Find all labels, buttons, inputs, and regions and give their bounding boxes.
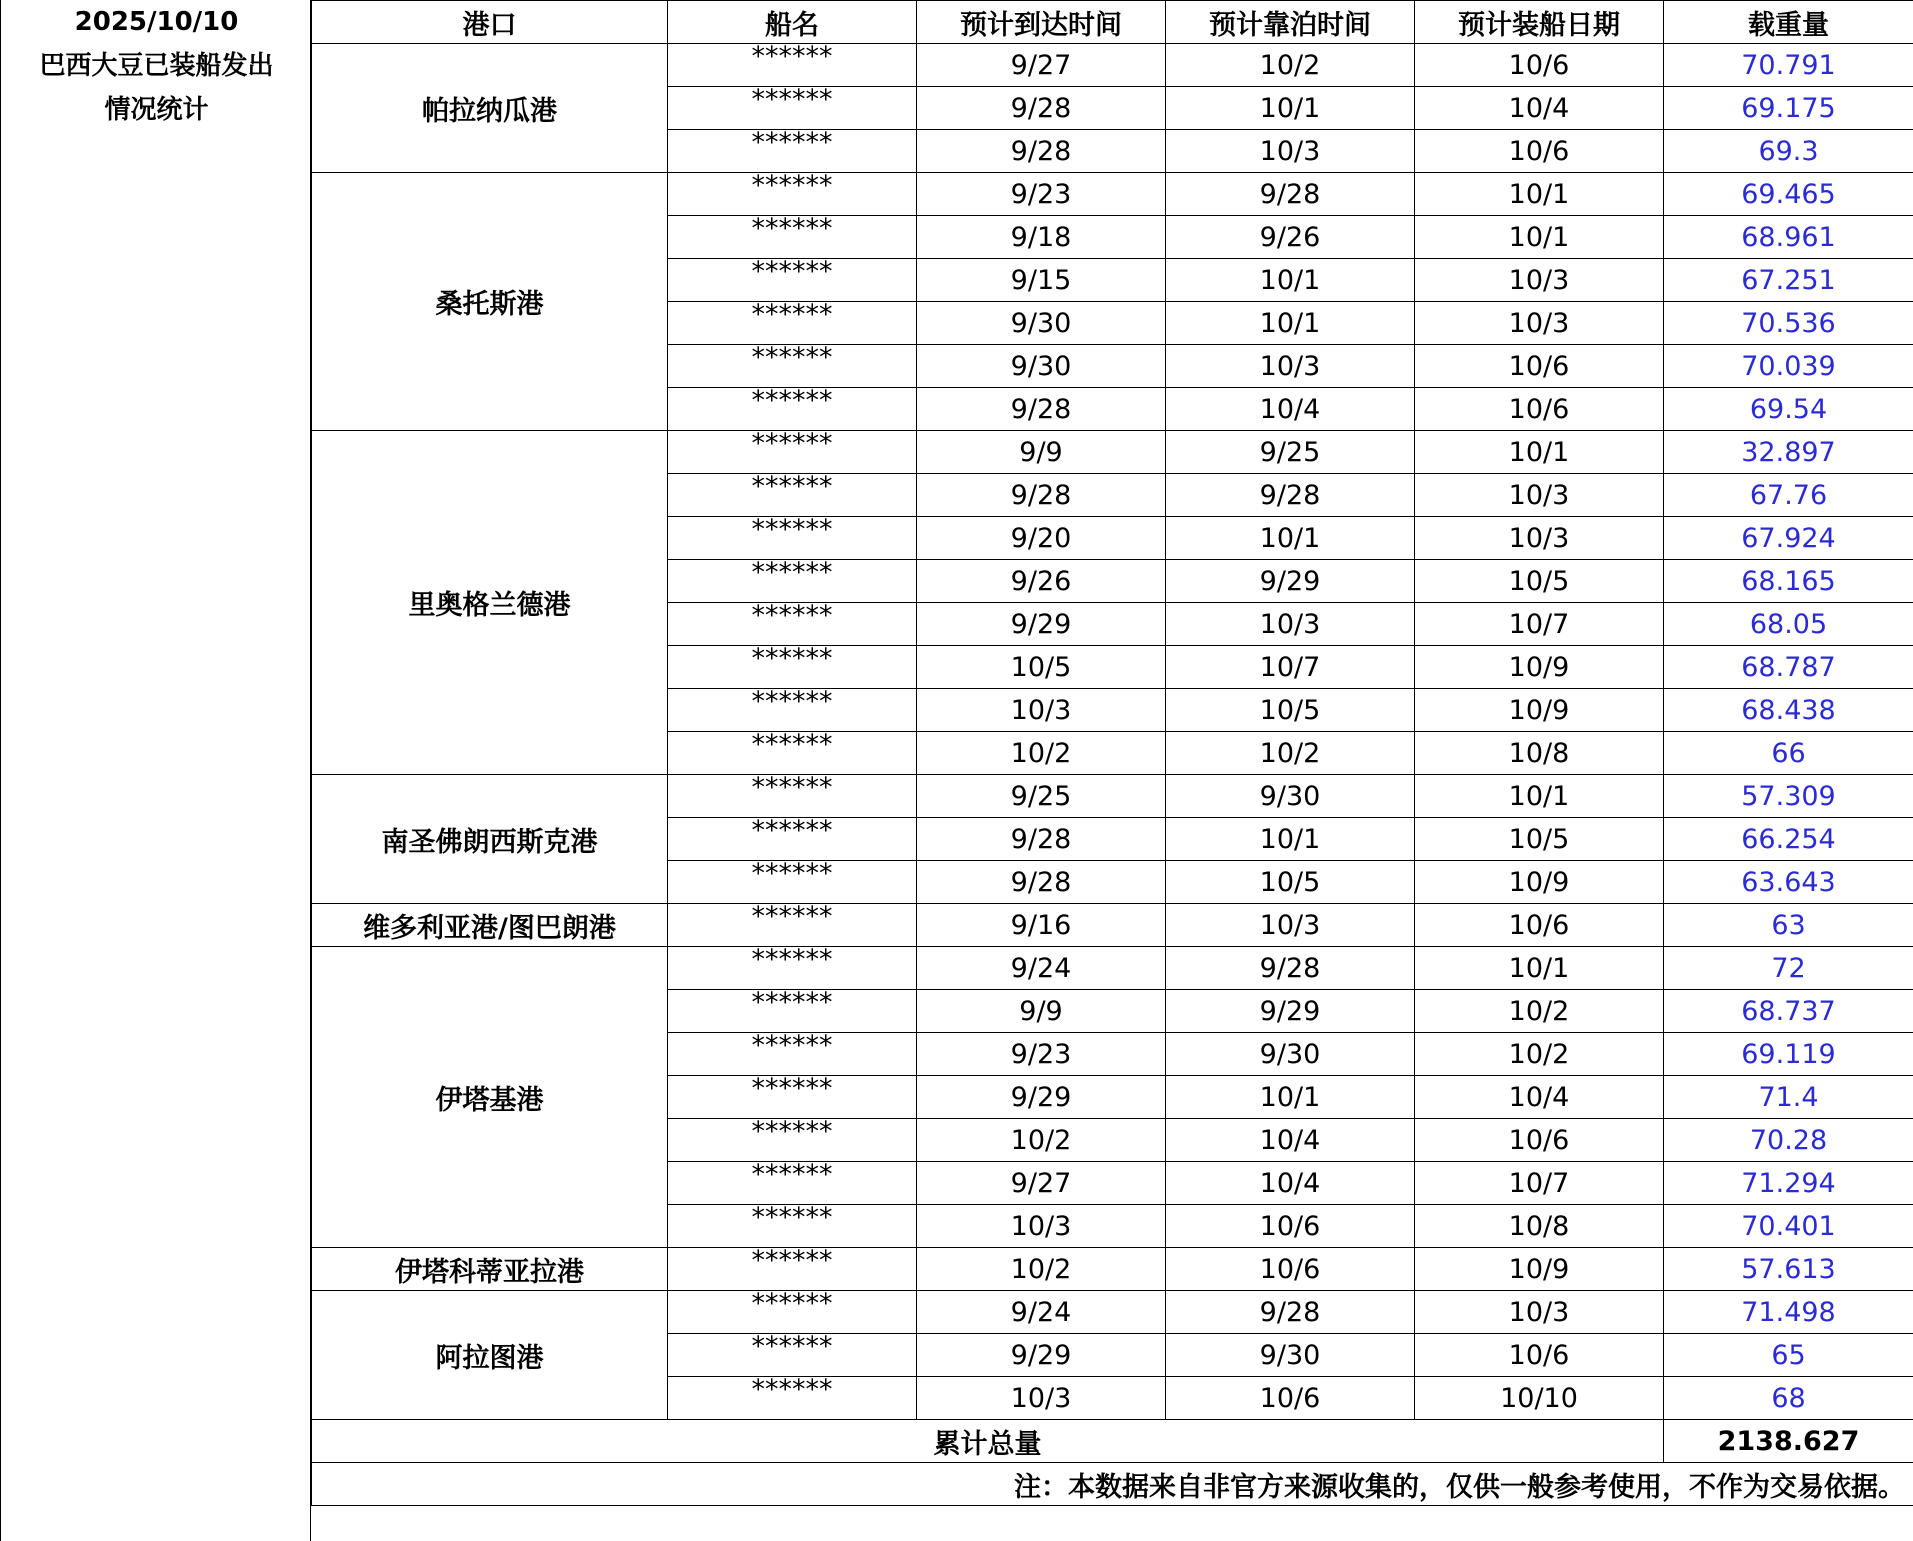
berthing-cell: 10/2 xyxy=(1166,732,1415,775)
table-row xyxy=(312,44,1913,87)
tonnage-cell: 69.54 xyxy=(1664,388,1913,431)
ship-name-cell: ****** xyxy=(668,431,917,474)
berthing-cell: 10/7 xyxy=(1166,646,1415,689)
ship-name-cell: ****** xyxy=(668,1119,917,1162)
port-cell: 南圣佛朗西斯克港 xyxy=(312,775,668,904)
tonnage-cell: 70.401 xyxy=(1664,1205,1913,1248)
tonnage-cell: 63 xyxy=(1664,904,1913,947)
loading-cell: 10/6 xyxy=(1415,1119,1664,1162)
arrival-cell: 9/30 xyxy=(917,302,1166,345)
ship-name-cell: ****** xyxy=(668,1076,917,1119)
ship-name-cell: ****** xyxy=(668,861,917,904)
loading-cell: 10/6 xyxy=(1415,388,1664,431)
berthing-cell: 10/3 xyxy=(1166,904,1415,947)
loading-cell: 10/4 xyxy=(1415,1076,1664,1119)
tonnage-cell: 68.05 xyxy=(1664,603,1913,646)
ship-name-cell: ****** xyxy=(668,1291,917,1334)
arrival-cell: 10/3 xyxy=(917,1377,1166,1420)
ship-name-cell: ****** xyxy=(668,818,917,861)
tonnage-cell: 70.536 xyxy=(1664,302,1913,345)
table-row xyxy=(312,904,1913,947)
table-row xyxy=(312,1248,1913,1291)
loading-cell: 10/9 xyxy=(1415,646,1664,689)
loading-cell: 10/6 xyxy=(1415,130,1664,173)
ship-name-cell: ****** xyxy=(668,904,917,947)
table-row xyxy=(312,173,1913,216)
ship-name-cell: ****** xyxy=(668,689,917,732)
arrival-cell: 10/2 xyxy=(917,1248,1166,1291)
tonnage-cell: 68.438 xyxy=(1664,689,1913,732)
arrival-cell: 9/23 xyxy=(917,173,1166,216)
report-title-line2: 情况统计 xyxy=(104,95,209,125)
title-cell xyxy=(0,0,311,1541)
tonnage-cell: 69.175 xyxy=(1664,87,1913,130)
tonnage-cell: 72 xyxy=(1664,947,1913,990)
ship-name-cell: ****** xyxy=(668,603,917,646)
table-row xyxy=(312,431,1913,474)
port-cell: 帕拉纳瓜港 xyxy=(312,44,668,173)
tonnage-cell: 57.613 xyxy=(1664,1248,1913,1291)
arrival-cell: 9/23 xyxy=(917,1033,1166,1076)
berthing-cell: 9/28 xyxy=(1166,474,1415,517)
arrival-cell: 9/29 xyxy=(917,1334,1166,1377)
berthing-cell: 10/1 xyxy=(1166,302,1415,345)
berthing-cell: 9/29 xyxy=(1166,990,1415,1033)
ship-name-cell: ****** xyxy=(668,560,917,603)
table-body xyxy=(312,44,1913,1420)
berthing-cell: 10/6 xyxy=(1166,1377,1415,1420)
loading-cell: 10/3 xyxy=(1415,302,1664,345)
berthing-cell: 9/28 xyxy=(1166,1291,1415,1334)
loading-cell: 10/3 xyxy=(1415,1291,1664,1334)
tonnage-cell: 69.465 xyxy=(1664,173,1913,216)
arrival-cell: 9/20 xyxy=(917,517,1166,560)
report-date: 2025/10/10 xyxy=(74,7,239,37)
loading-cell: 10/3 xyxy=(1415,517,1664,560)
arrival-cell: 9/9 xyxy=(917,431,1166,474)
loading-cell: 10/7 xyxy=(1415,1162,1664,1205)
loading-cell: 10/2 xyxy=(1415,990,1664,1033)
loading-cell: 10/1 xyxy=(1415,173,1664,216)
arrival-cell: 9/30 xyxy=(917,345,1166,388)
report-title-line1: 巴西大豆已装船发出 xyxy=(39,51,274,81)
ship-name-cell: ****** xyxy=(668,173,917,216)
loading-cell: 10/1 xyxy=(1415,431,1664,474)
berthing-cell: 10/1 xyxy=(1166,1076,1415,1119)
arrival-cell: 10/2 xyxy=(917,732,1166,775)
arrival-cell: 9/24 xyxy=(917,947,1166,990)
ship-name-cell: ****** xyxy=(668,947,917,990)
loading-cell: 10/6 xyxy=(1415,345,1664,388)
tonnage-cell: 69.119 xyxy=(1664,1033,1913,1076)
header-ship-name: 船名 xyxy=(668,1,917,44)
ship-name-cell: ****** xyxy=(668,1377,917,1420)
berthing-cell: 9/28 xyxy=(1166,947,1415,990)
ship-name-cell: ****** xyxy=(668,87,917,130)
tonnage-cell: 57.309 xyxy=(1664,775,1913,818)
berthing-cell: 9/30 xyxy=(1166,1033,1415,1076)
berthing-cell: 10/5 xyxy=(1166,861,1415,904)
ship-name-cell: ****** xyxy=(668,1248,917,1291)
arrival-cell: 9/28 xyxy=(917,87,1166,130)
arrival-cell: 9/15 xyxy=(917,259,1166,302)
berthing-cell: 9/30 xyxy=(1166,1334,1415,1377)
tonnage-cell: 66.254 xyxy=(1664,818,1913,861)
berthing-cell: 10/6 xyxy=(1166,1248,1415,1291)
ship-name-cell: ****** xyxy=(668,1205,917,1248)
loading-cell: 10/4 xyxy=(1415,87,1664,130)
berthing-cell: 10/4 xyxy=(1166,1162,1415,1205)
berthing-cell: 10/3 xyxy=(1166,345,1415,388)
berthing-cell: 10/6 xyxy=(1166,1205,1415,1248)
loading-cell: 10/6 xyxy=(1415,1334,1664,1377)
loading-cell: 10/3 xyxy=(1415,474,1664,517)
total-row xyxy=(312,1420,1913,1463)
berthing-cell: 9/28 xyxy=(1166,173,1415,216)
header-row xyxy=(312,1,1913,44)
loading-cell: 10/5 xyxy=(1415,818,1664,861)
tonnage-cell: 69.3 xyxy=(1664,130,1913,173)
loading-cell: 10/5 xyxy=(1415,560,1664,603)
tonnage-cell: 67.251 xyxy=(1664,259,1913,302)
header-arrival: 预计到达时间 xyxy=(917,1,1166,44)
tonnage-cell: 68 xyxy=(1664,1377,1913,1420)
arrival-cell: 9/24 xyxy=(917,1291,1166,1334)
berthing-cell: 9/25 xyxy=(1166,431,1415,474)
tonnage-cell: 71.498 xyxy=(1664,1291,1913,1334)
ship-name-cell: ****** xyxy=(668,302,917,345)
berthing-cell: 9/29 xyxy=(1166,560,1415,603)
loading-cell: 10/3 xyxy=(1415,259,1664,302)
arrival-cell: 9/16 xyxy=(917,904,1166,947)
tonnage-cell: 70.039 xyxy=(1664,345,1913,388)
arrival-cell: 9/27 xyxy=(917,1162,1166,1205)
berthing-cell: 10/5 xyxy=(1166,689,1415,732)
loading-cell: 10/8 xyxy=(1415,1205,1664,1248)
port-cell: 维多利亚港/图巴朗港 xyxy=(312,904,668,947)
port-cell: 桑托斯港 xyxy=(312,173,668,431)
header-loading: 预计装船日期 xyxy=(1415,1,1664,44)
arrival-cell: 9/28 xyxy=(917,818,1166,861)
ship-name-cell: ****** xyxy=(668,474,917,517)
arrival-cell: 10/3 xyxy=(917,689,1166,732)
port-cell: 伊塔基港 xyxy=(312,947,668,1248)
ship-name-cell: ****** xyxy=(668,44,917,87)
loading-cell: 10/1 xyxy=(1415,216,1664,259)
table-row xyxy=(312,947,1913,990)
loading-cell: 10/9 xyxy=(1415,1248,1664,1291)
ship-name-cell: ****** xyxy=(668,517,917,560)
berthing-cell: 10/3 xyxy=(1166,130,1415,173)
berthing-cell: 10/2 xyxy=(1166,44,1415,87)
loading-cell: 10/6 xyxy=(1415,904,1664,947)
loading-cell: 10/6 xyxy=(1415,44,1664,87)
loading-cell: 10/9 xyxy=(1415,689,1664,732)
ship-name-cell: ****** xyxy=(668,216,917,259)
port-cell: 阿拉图港 xyxy=(312,1291,668,1420)
berthing-cell: 10/1 xyxy=(1166,259,1415,302)
header-port: 港口 xyxy=(312,1,668,44)
loading-cell: 10/9 xyxy=(1415,861,1664,904)
ship-name-cell: ****** xyxy=(668,259,917,302)
tonnage-cell: 63.643 xyxy=(1664,861,1913,904)
note-row xyxy=(312,1463,1913,1506)
tonnage-cell: 68.165 xyxy=(1664,560,1913,603)
berthing-cell: 9/30 xyxy=(1166,775,1415,818)
table-row xyxy=(312,775,1913,818)
total-label: 累计总量 xyxy=(312,1420,1664,1463)
tonnage-cell: 68.737 xyxy=(1664,990,1913,1033)
tonnage-cell: 71.294 xyxy=(1664,1162,1913,1205)
arrival-cell: 9/25 xyxy=(917,775,1166,818)
arrival-cell: 9/27 xyxy=(917,44,1166,87)
arrival-cell: 9/29 xyxy=(917,603,1166,646)
arrival-cell: 9/28 xyxy=(917,388,1166,431)
arrival-cell: 9/26 xyxy=(917,560,1166,603)
ship-name-cell: ****** xyxy=(668,388,917,431)
tonnage-cell: 32.897 xyxy=(1664,431,1913,474)
ship-name-cell: ****** xyxy=(668,775,917,818)
loading-cell: 10/7 xyxy=(1415,603,1664,646)
arrival-cell: 9/28 xyxy=(917,861,1166,904)
berthing-cell: 10/1 xyxy=(1166,87,1415,130)
header-tonnage: 载重量 xyxy=(1664,1,1913,44)
loading-cell: 10/1 xyxy=(1415,775,1664,818)
total-value: 2138.627 xyxy=(1664,1420,1913,1463)
arrival-cell: 9/9 xyxy=(917,990,1166,1033)
arrival-cell: 9/29 xyxy=(917,1076,1166,1119)
ship-name-cell: ****** xyxy=(668,646,917,689)
table-row xyxy=(312,1291,1913,1334)
ship-name-cell: ****** xyxy=(668,130,917,173)
loading-cell: 10/10 xyxy=(1415,1377,1664,1420)
tonnage-cell: 70.791 xyxy=(1664,44,1913,87)
tonnage-cell: 65 xyxy=(1664,1334,1913,1377)
berthing-cell: 10/4 xyxy=(1166,388,1415,431)
header-berthing: 预计靠泊时间 xyxy=(1166,1,1415,44)
tonnage-cell: 66 xyxy=(1664,732,1913,775)
ship-name-cell: ****** xyxy=(668,1033,917,1076)
arrival-cell: 10/5 xyxy=(917,646,1166,689)
arrival-cell: 10/3 xyxy=(917,1205,1166,1248)
port-cell: 伊塔科蒂亚拉港 xyxy=(312,1248,668,1291)
berthing-cell: 10/1 xyxy=(1166,818,1415,861)
arrival-cell: 9/18 xyxy=(917,216,1166,259)
tonnage-cell: 70.28 xyxy=(1664,1119,1913,1162)
berthing-cell: 9/26 xyxy=(1166,216,1415,259)
tonnage-cell: 71.4 xyxy=(1664,1076,1913,1119)
berthing-cell: 10/3 xyxy=(1166,603,1415,646)
ship-name-cell: ****** xyxy=(668,990,917,1033)
arrival-cell: 9/28 xyxy=(917,474,1166,517)
arrival-cell: 10/2 xyxy=(917,1119,1166,1162)
loading-cell: 10/1 xyxy=(1415,947,1664,990)
ship-name-cell: ****** xyxy=(668,732,917,775)
ship-name-cell: ****** xyxy=(668,345,917,388)
disclaimer-note: 注：本数据来自非官方来源收集的，仅供一般参考使用，不作为交易依据。 xyxy=(312,1463,1913,1506)
shipment-table xyxy=(311,0,1913,1506)
tonnage-cell: 68.787 xyxy=(1664,646,1913,689)
tonnage-cell: 67.76 xyxy=(1664,474,1913,517)
arrival-cell: 9/28 xyxy=(917,130,1166,173)
berthing-cell: 10/4 xyxy=(1166,1119,1415,1162)
ship-name-cell: ****** xyxy=(668,1334,917,1377)
ship-name-cell: ****** xyxy=(668,1162,917,1205)
tonnage-cell: 67.924 xyxy=(1664,517,1913,560)
loading-cell: 10/2 xyxy=(1415,1033,1664,1076)
port-cell: 里奥格兰德港 xyxy=(312,431,668,775)
berthing-cell: 10/1 xyxy=(1166,517,1415,560)
tonnage-cell: 68.961 xyxy=(1664,216,1913,259)
loading-cell: 10/8 xyxy=(1415,732,1664,775)
